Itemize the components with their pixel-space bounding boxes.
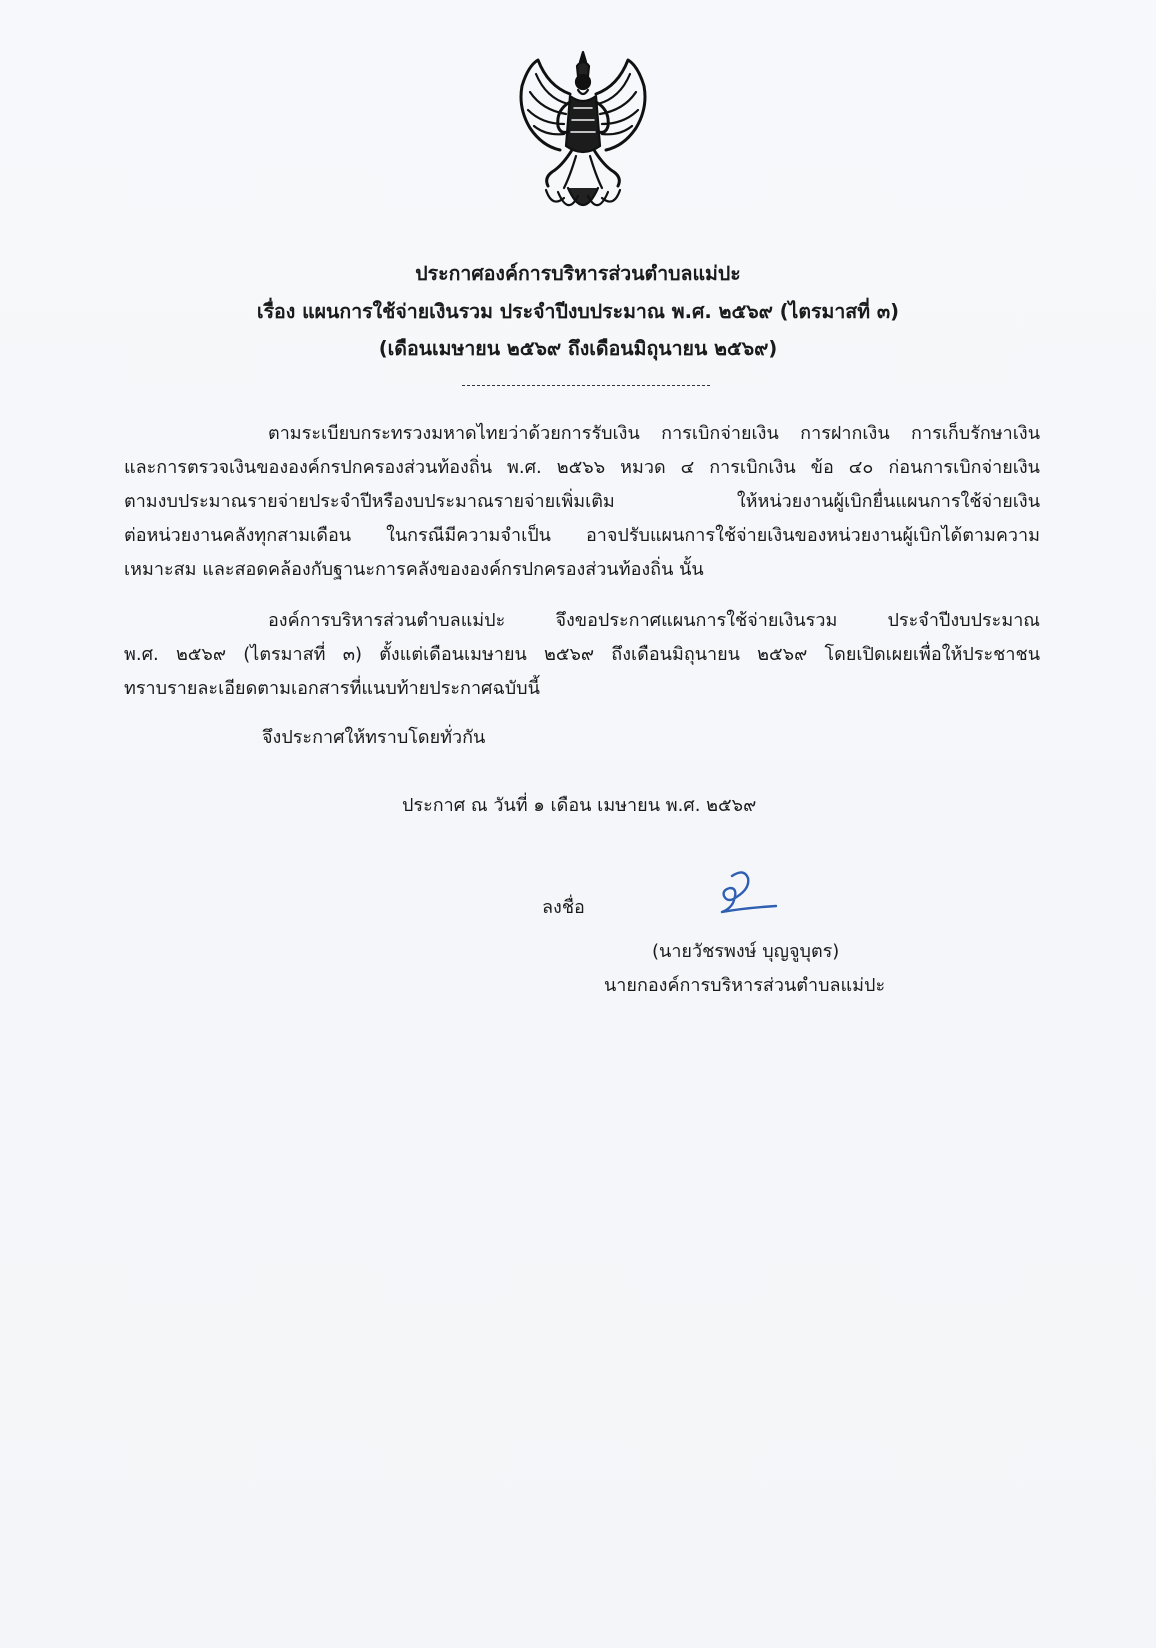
handwritten-signature <box>704 866 780 918</box>
paragraph-1-line-5: เหมาะสม และสอดคล้องกับฐานะการคลังขององค์กรปกครองส่วนท้องถิ่น นั้น <box>124 559 704 580</box>
sign-label: ลงชื่อ <box>542 897 585 918</box>
paragraph-1-line-4: ต่อหน่วยงานคลังทุกสามเดือน ในกรณีมีความจำเป็น อาจปรับแผนการใช้จ่ายเงินของหน่วยงานผู้เบิกได้ตามความ <box>124 525 1040 546</box>
period-line: (เดือนเมษายน ๒๕๖๙ ถึงเดือนมิถุนายน ๒๕๖๙) <box>378 337 778 360</box>
paragraph-1-line-3: ตามงบประมาณรายจ่ายประจำปีหรืองบประมาณรายจ่ายเพิ่มเติม ให้หน่วยงานผู้เบิกยื่นแผนการใช้จ่ายเงิน <box>124 491 1040 512</box>
closing-line: จึงประกาศให้ทราบโดยทั่วกัน <box>262 727 486 748</box>
signatory-position: นายกองค์การบริหารส่วนตำบลแม่ปะ <box>604 975 886 996</box>
paragraph-1-line-2: และการตรวจเงินขององค์กรปกครองส่วนท้องถิ่น พ.ศ. ๒๕๖๖ หมวด ๔ การเบิกเงิน ข้อ ๔๐ ก่อนการเบิกจ่ายเงิน <box>124 457 1040 478</box>
signatory-name: (นายวัชรพงษ์ บุญจูบุตร) <box>652 941 840 962</box>
date-line: ประกาศ ณ วันที่ ๑ เดือน เมษายน พ.ศ. ๒๕๖๙ <box>402 795 757 816</box>
subject-line: เรื่อง แผนการใช้จ่ายเงินรวม ประจำปีงบประมาณ พ.ศ. ๒๕๖๙ (ไตรมาสที่ ๓) <box>256 300 900 323</box>
announcement-title: ประกาศองค์การบริหารส่วนตำบลแม่ปะ <box>415 262 741 285</box>
paragraph-2-line-2: พ.ศ. ๒๕๖๙ (ไตรมาสที่ ๓) ตั้งแต่เดือนเมษายน ๒๕๖๙ ถึงเดือนมิถุนายน ๒๕๖๙ โดยเปิดเผยเพื่อให้ประชาชน <box>124 644 1040 665</box>
paragraph-1-line-1: ตามระเบียบกระทรวงมหาดไทยว่าด้วยการรับเงิน การเบิกจ่ายเงิน การฝากเงิน การเก็บรักษาเงิน <box>268 423 1040 444</box>
paragraph-2-line-3: ทราบรายละเอียดตามเอกสารที่แนบท้ายประกาศฉบับนี้ <box>124 678 540 699</box>
paragraph-2-line-1: องค์การบริหารส่วนตำบลแม่ปะ จึงขอประกาศแผนการใช้จ่ายเงินรวม ประจำปีงบประมาณ <box>268 610 1040 631</box>
garuda-emblem-icon <box>508 46 658 224</box>
title-divider <box>462 385 710 386</box>
